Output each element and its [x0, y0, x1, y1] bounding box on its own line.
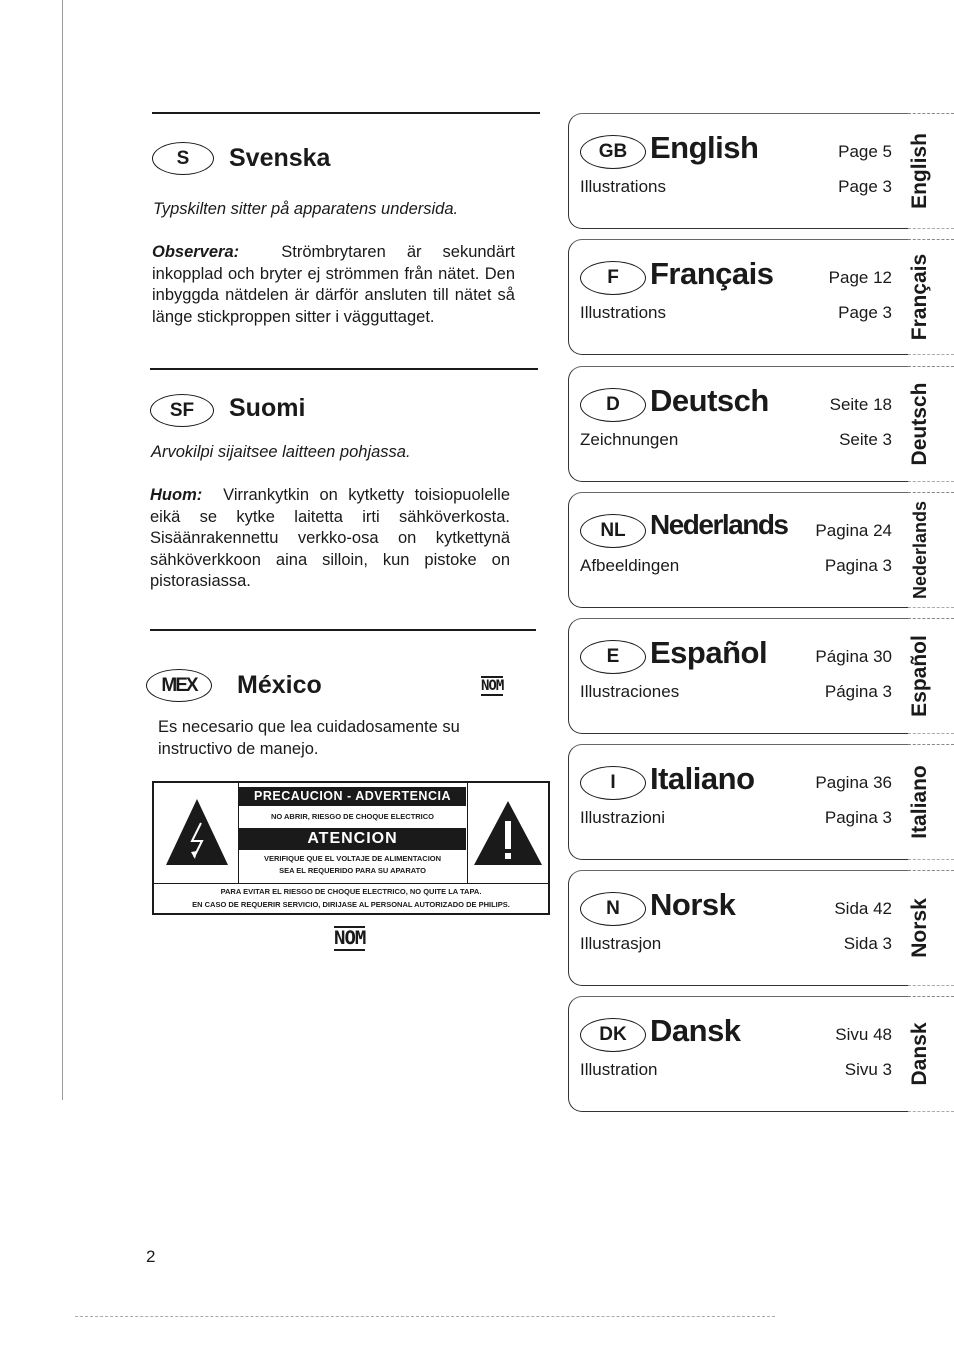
panel-illustrations-label: Zeichnungen [580, 430, 679, 449]
note-suomi: Arvokilpi sijaitsee laitteen pohjassa. [151, 443, 411, 461]
paragraph-suomi [150, 485, 510, 593]
panel-side-tab[interactable]: Français [908, 253, 931, 341]
badge-code: N [606, 898, 620, 919]
language-panel-français[interactable] [568, 239, 954, 355]
panel-illustrations-label: Illustrazioni [580, 808, 666, 827]
panel-side-tab[interactable]: Español [908, 635, 931, 717]
panel-title: Deutsch [650, 383, 769, 418]
section-rule-svenska [152, 112, 540, 114]
panel-page: Sida 42 [834, 899, 892, 918]
panel-title: English [650, 130, 759, 165]
panel-illustrations-page: Sida 3 [843, 934, 892, 953]
nom-logo: NOM [481, 678, 504, 694]
section-title-suomi: Suomi [229, 394, 306, 422]
no-abrir-text: NO ABRIR, RIESGO DE CHOQUE ELECTRICO [270, 812, 435, 821]
language-badge [580, 135, 646, 169]
section-rule-suomi [150, 368, 538, 370]
paragraph-svenska [152, 242, 515, 328]
badge-code: D [606, 394, 620, 415]
badge-code: S [176, 147, 190, 169]
text-mexico: Es necesario que lea cuidadosamente su instructivo de manejo. [158, 718, 460, 758]
panel-title: Italiano [650, 761, 755, 796]
panel-illustrations-page: Sivu 3 [844, 1060, 892, 1079]
language-panel-español[interactable] [568, 618, 954, 734]
warning-top-row [154, 783, 548, 884]
panel-illustrations-page: Página 3 [824, 682, 892, 701]
panel-illustrations-page: Page 3 [838, 177, 892, 196]
panel-side-tab[interactable]: Norsk [908, 898, 931, 958]
panel-side-tab[interactable]: Italiano [908, 765, 931, 839]
section-title-svenska: Svenska [229, 144, 331, 172]
panel-side-tab[interactable]: Deutsch [908, 382, 931, 466]
panel-illustrations-label: Illustrasjon [580, 934, 662, 953]
panel-side-tab[interactable]: Dansk [908, 1022, 931, 1086]
language-badge-svenska [152, 142, 214, 175]
language-badge-mexico [146, 669, 212, 702]
panel-illustrations-label: Illustration [580, 1060, 658, 1079]
warning-footer-line-1: PARA EVITAR EL RIESGO DE CHOQUE ELECTRICO, NO QUITE LA TAPA. [220, 887, 482, 896]
panel-frame [568, 870, 908, 986]
note-svenska: Typskilten sitter på apparatens undersida. [153, 200, 459, 218]
warning-footer [154, 885, 548, 911]
badge-code: MEX [161, 674, 197, 696]
panel-page: Page 12 [828, 268, 892, 287]
panel-side-tab[interactable]: Nederlands [910, 500, 930, 600]
language-panel-dansk[interactable] [568, 996, 954, 1112]
panel-illustrations-label: Illustrations [580, 303, 666, 322]
panel-page: Pagina 36 [815, 773, 892, 792]
text-suomi: Virrankytkin on kytketty toisiopuolelle eikä se kytke laitetta irti sähköverkosta. Sisäänrakennettu verkko-osa on kytkettynä sähköverkkoon aina silloin, kun pistoke on pistorasiassa. [150, 486, 511, 590]
language-panel-italiano[interactable] [568, 744, 954, 860]
panel-page: Seite 18 [829, 395, 892, 414]
language-badge [580, 388, 646, 422]
language-badge [580, 892, 646, 926]
language-badge [580, 1018, 646, 1052]
badge-code: DK [599, 1024, 627, 1045]
language-panel-norsk[interactable] [568, 870, 954, 986]
panel-page: Página 30 [815, 647, 892, 666]
warning-text-column [238, 783, 468, 883]
language-badge [580, 766, 646, 800]
panel-page: Sivu 48 [835, 1025, 892, 1044]
precaucion-bar: PRECAUCION - ADVERTENCIA [239, 787, 466, 806]
lightning-warning-icon [164, 797, 230, 867]
badge-code: NL [600, 520, 626, 541]
text-svenska: Strömbrytaren är sekundärt inkopplad och bryter ej strömmen från nätet. Den inbyggda nätdelen är därför ansluten till nätet så länge stickproppen sitter i vägguttaget. [152, 243, 515, 326]
panel-illustrations-label: Illustraciones [580, 682, 680, 701]
language-badge [580, 261, 646, 295]
language-panel-nederlands[interactable] [568, 492, 954, 608]
verifique-text-1: VERIFIQUE QUE EL VOLTAJE DE ALIMENTACION [263, 854, 442, 863]
atencion-bar: ATENCION [239, 828, 466, 850]
exclamation-warning-icon [472, 799, 544, 867]
label-huom: Huom: [150, 486, 203, 504]
panel-title: Norsk [650, 887, 736, 922]
warning-footer-line-2: EN CASO DE REQUERIR SERVICIO, DIRIJASE AL PERSONAL AUTORIZADO DE PHILIPS. [192, 900, 510, 909]
badge-code: I [610, 772, 616, 793]
badge-code: F [607, 267, 619, 288]
panel-illustrations-label: Afbeeldingen [580, 556, 680, 575]
panel-title: Español [650, 635, 768, 670]
panel-illustrations-page: Seite 3 [839, 430, 892, 449]
panel-side-tab[interactable]: English [908, 133, 931, 209]
panel-page: Page 5 [838, 142, 892, 161]
nom-logo-below: NOM [334, 927, 366, 949]
panel-illustrations-page: Pagina 3 [824, 808, 892, 827]
language-badge [580, 514, 646, 548]
language-badge-suomi [150, 394, 214, 427]
panel-title: Nederlands [650, 509, 788, 540]
panel-title: Dansk [650, 1013, 741, 1048]
section-title-mexico: México [237, 671, 322, 699]
label-observera: Observera: [152, 243, 240, 261]
section-rule-mexico [150, 629, 536, 631]
panel-illustrations-label: Illustrations [580, 177, 666, 196]
badge-code: GB [598, 141, 628, 162]
page-number: 2 [146, 1247, 156, 1266]
electric-shock-warning-box [152, 781, 550, 915]
panel-illustrations-page: Pagina 3 [824, 556, 892, 575]
binding-edge-line [62, 0, 63, 1100]
language-panel-english[interactable] [568, 113, 954, 229]
verifique-text-2: SEA EL REQUERIDO PARA SU APARATO [279, 866, 426, 875]
panel-title: Français [650, 256, 774, 291]
badge-code: SF [169, 399, 195, 421]
panel-illustrations-page: Page 3 [838, 303, 892, 322]
scan-noise-line [75, 1316, 775, 1317]
language-panel-deutsch[interactable] [568, 366, 954, 482]
language-badge [580, 640, 646, 674]
badge-code: E [606, 646, 620, 667]
panel-page: Pagina 24 [815, 521, 892, 540]
